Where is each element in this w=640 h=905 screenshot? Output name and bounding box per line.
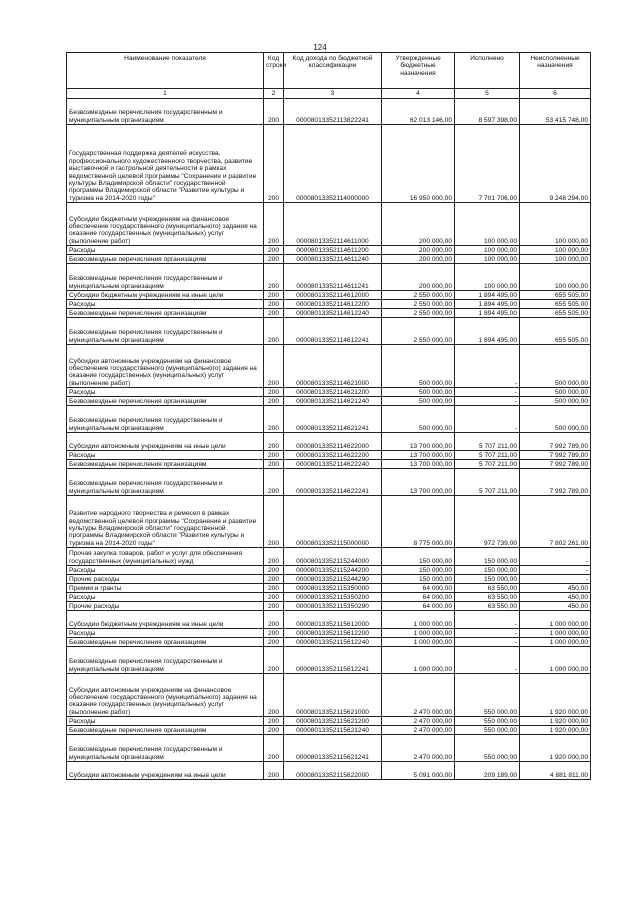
row-executed: - <box>455 638 520 647</box>
table-row <box>67 99 591 125</box>
table-row <box>67 309 591 318</box>
row-name: Безвозмездные перечисления государственным и муниципальным организациям <box>67 318 264 345</box>
row-approved: 200 000,00 <box>382 203 455 246</box>
table-row <box>67 388 591 397</box>
table-row <box>67 264 591 291</box>
table-row <box>67 726 591 735</box>
page-number: 124 <box>313 43 327 52</box>
row-approved: 13 700 000,00 <box>382 469 455 496</box>
row-executed: 63 550,00 <box>455 584 520 593</box>
row-unexecuted: 1 000 000,00 <box>520 647 591 674</box>
row-name: Субсидии автономным учреждениям на финансовое обеспечение государственного (муниципального) задания на оказание государственных (муниципальных) услуг (выполнение работ) <box>67 345 264 388</box>
row-name: Безвозмездные перечисления организациям <box>67 726 264 735</box>
row-executed: - <box>455 611 520 629</box>
row-executed: 150 000,00 <box>455 566 520 575</box>
row-line-code: 200 <box>264 674 284 717</box>
row-name: Безвозмездные перечисления государственным и муниципальным организациям <box>67 406 264 433</box>
row-name: Расходы <box>67 566 264 575</box>
row-name: Безвозмездные перечисления организациям <box>67 397 264 406</box>
table-row <box>67 433 591 451</box>
row-executed: 1 894 495,00 <box>455 300 520 309</box>
table-row <box>67 735 591 762</box>
row-name: Субсидии автономным учреждениям на финансовое обеспечение государственного (муниципального) задания на оказание государственных (муниципальных) услуг (выполнение работ) <box>67 674 264 717</box>
row-line-code: 200 <box>264 309 284 318</box>
row-income-code: 00008013352115244000 <box>284 548 382 566</box>
row-name: Расходы <box>67 629 264 638</box>
row-unexecuted: 7 992 789,00 <box>520 469 591 496</box>
header-approved: Утвержденные бюджетные назначения <box>382 53 455 89</box>
row-approved: 2 550 000,00 <box>382 309 455 318</box>
row-name: Прочие расходы <box>67 602 264 611</box>
row-approved: 150 000,00 <box>382 566 455 575</box>
row-executed: - <box>455 388 520 397</box>
row-unexecuted: 53 415 748,00 <box>520 99 591 125</box>
row-line-code: 200 <box>264 460 284 469</box>
row-name: Субсидии автономным учреждениям на иные цели <box>67 762 264 780</box>
row-executed: 100 000,00 <box>455 246 520 255</box>
row-unexecuted: 7 992 789,00 <box>520 451 591 460</box>
row-name: Субсидии автономным учреждениям на иные цели <box>67 433 264 451</box>
row-income-code: 00008013352115350000 <box>284 584 382 593</box>
row-approved: 64 000,00 <box>382 584 455 593</box>
row-name: Субсидии бюджетным учреждениям на финансовое обеспечение государственного (муниципального) задания на оказание государственных (муниципальных) услуг (выполнение работ) <box>67 203 264 246</box>
row-executed: - <box>455 345 520 388</box>
row-executed: 209 189,00 <box>455 762 520 780</box>
row-executed: 972 739,00 <box>455 496 520 548</box>
row-name: Прочая закупка товаров, работ и услуг для обеспечения государственных (муниципальных) нужд <box>67 548 264 566</box>
table-body <box>67 99 591 780</box>
column-number: 1 <box>67 89 264 99</box>
row-name: Расходы <box>67 388 264 397</box>
row-line-code: 200 <box>264 388 284 397</box>
table-row <box>67 584 591 593</box>
row-line-code: 200 <box>264 345 284 388</box>
row-line-code: 200 <box>264 318 284 345</box>
row-line-code: 200 <box>264 433 284 451</box>
row-income-code: 00008013352115350290 <box>284 602 382 611</box>
table-row <box>67 345 591 388</box>
row-name: Безвозмездные перечисления государственным и муниципальным организациям <box>67 735 264 762</box>
row-income-code: 00008013352114611200 <box>284 246 382 255</box>
row-income-code: 00008013352114612240 <box>284 309 382 318</box>
row-unexecuted: - <box>520 566 591 575</box>
row-name: Безвозмездные перечисления организациям <box>67 460 264 469</box>
table-row <box>67 469 591 496</box>
row-executed: 5 707 211,00 <box>455 469 520 496</box>
row-executed: - <box>455 647 520 674</box>
row-income-code: 00008013352115000000 <box>284 496 382 548</box>
row-approved: 13 700 000,00 <box>382 460 455 469</box>
row-income-code: 00008013352114611241 <box>284 264 382 291</box>
row-income-code: 00008013352114000000 <box>284 125 382 203</box>
row-name: Расходы <box>67 717 264 726</box>
table-row <box>67 762 591 780</box>
row-approved: 2 470 000,00 <box>382 726 455 735</box>
row-approved: 62 013 146,00 <box>382 99 455 125</box>
row-line-code: 200 <box>264 246 284 255</box>
column-number: 3 <box>284 89 382 99</box>
row-approved: 1 000 000,00 <box>382 611 455 629</box>
row-unexecuted: 500 000,00 <box>520 388 591 397</box>
row-unexecuted: 1 920 000,00 <box>520 735 591 762</box>
row-approved: 13 700 000,00 <box>382 433 455 451</box>
table-row <box>67 602 591 611</box>
table-row <box>67 203 591 246</box>
row-executed: 5 707 211,00 <box>455 460 520 469</box>
row-executed: 100 000,00 <box>455 203 520 246</box>
row-approved: 2 550 000,00 <box>382 291 455 300</box>
row-line-code: 200 <box>264 451 284 460</box>
row-approved: 500 000,00 <box>382 397 455 406</box>
row-income-code: 00008013352115622000 <box>284 762 382 780</box>
row-unexecuted: 1 000 000,00 <box>520 638 591 647</box>
row-executed: 150 000,00 <box>455 548 520 566</box>
row-approved: 64 000,00 <box>382 593 455 602</box>
row-name: Прочие расходы <box>67 575 264 584</box>
row-approved: 500 000,00 <box>382 406 455 433</box>
row-approved: 13 700 000,00 <box>382 451 455 460</box>
column-number: 4 <box>382 89 455 99</box>
row-approved: 150 000,00 <box>382 548 455 566</box>
header-line-code: Код строки <box>264 53 284 89</box>
row-line-code: 200 <box>264 629 284 638</box>
budget-table <box>66 52 591 780</box>
row-income-code: 00008013352114621000 <box>284 345 382 388</box>
row-line-code: 200 <box>264 575 284 584</box>
row-unexecuted: 100 000,00 <box>520 255 591 264</box>
header-executed: Исполнено <box>455 53 520 89</box>
row-unexecuted: 1 920 000,00 <box>520 726 591 735</box>
row-unexecuted: 9 248 294,00 <box>520 125 591 203</box>
row-unexecuted: 1 920 000,00 <box>520 674 591 717</box>
row-approved: 2 550 000,00 <box>382 318 455 345</box>
table-row <box>67 548 591 566</box>
row-unexecuted: 500 000,00 <box>520 397 591 406</box>
row-executed: 1 894 495,00 <box>455 309 520 318</box>
row-executed: 63 550,00 <box>455 593 520 602</box>
row-line-code: 200 <box>264 762 284 780</box>
row-unexecuted: 655 505,00 <box>520 300 591 309</box>
row-line-code: 200 <box>264 584 284 593</box>
row-line-code: 200 <box>264 255 284 264</box>
column-number: 5 <box>455 89 520 99</box>
row-unexecuted: 655 505,00 <box>520 318 591 345</box>
row-executed: 550 000,00 <box>455 735 520 762</box>
row-income-code: 00008013352115621240 <box>284 726 382 735</box>
row-income-code: 00008013352115244200 <box>284 566 382 575</box>
row-approved: 150 000,00 <box>382 575 455 584</box>
table-row <box>67 629 591 638</box>
row-executed: 150 000,00 <box>455 575 520 584</box>
row-line-code: 200 <box>264 99 284 125</box>
row-name: Безвозмездные перечисления государственным и муниципальным организациям <box>67 469 264 496</box>
row-income-code: 00008013352114612241 <box>284 318 382 345</box>
row-income-code: 00008013352114612000 <box>284 291 382 300</box>
row-income-code: 00008013352114611240 <box>284 255 382 264</box>
row-executed: 550 000,00 <box>455 717 520 726</box>
row-unexecuted: - <box>520 548 591 566</box>
row-approved: 2 470 000,00 <box>382 717 455 726</box>
row-line-code: 200 <box>264 735 284 762</box>
row-line-code: 200 <box>264 406 284 433</box>
row-approved: 1 000 000,00 <box>382 638 455 647</box>
row-income-code: 00008013352114622000 <box>284 433 382 451</box>
header-unexecuted: Неисполненные назначения <box>520 53 591 89</box>
row-unexecuted: 4 881 811,00 <box>520 762 591 780</box>
row-unexecuted: 500 000,00 <box>520 406 591 433</box>
row-executed: 63 550,00 <box>455 602 520 611</box>
column-number: 2 <box>264 89 284 99</box>
row-income-code: 00008013352114611000 <box>284 203 382 246</box>
table-row <box>67 611 591 629</box>
row-line-code: 200 <box>264 397 284 406</box>
row-unexecuted: 655 505,00 <box>520 291 591 300</box>
table-row <box>67 496 591 548</box>
row-executed: 100 000,00 <box>455 264 520 291</box>
row-name: Субсидии бюджетным учреждениям на иные цели <box>67 611 264 629</box>
row-executed: - <box>455 629 520 638</box>
row-executed: 8 597 398,00 <box>455 99 520 125</box>
row-line-code: 200 <box>264 602 284 611</box>
row-approved: 2 470 000,00 <box>382 735 455 762</box>
row-name: Расходы <box>67 300 264 309</box>
table-row <box>67 255 591 264</box>
row-approved: 200 000,00 <box>382 246 455 255</box>
row-name: Безвозмездные перечисления государственным и муниципальным организациям <box>67 99 264 125</box>
row-approved: 500 000,00 <box>382 345 455 388</box>
row-line-code: 200 <box>264 264 284 291</box>
table-row <box>67 300 591 309</box>
row-income-code: 00008013352114621200 <box>284 388 382 397</box>
row-approved: 8 775 000,00 <box>382 496 455 548</box>
table-row <box>67 638 591 647</box>
row-unexecuted: 7 992 789,00 <box>520 460 591 469</box>
row-name: Безвозмездные перечисления организациям <box>67 638 264 647</box>
row-unexecuted: 500 000,00 <box>520 345 591 388</box>
table-row <box>67 397 591 406</box>
row-income-code: 00008013352114612200 <box>284 300 382 309</box>
header-name: Наименование показателя <box>67 53 264 89</box>
row-approved: 1 000 000,00 <box>382 629 455 638</box>
row-name: Безвозмездные перечисления организациям <box>67 255 264 264</box>
row-line-code: 200 <box>264 638 284 647</box>
row-unexecuted: 1 920 000,00 <box>520 717 591 726</box>
row-approved: 500 000,00 <box>382 388 455 397</box>
row-income-code: 00008013352115621200 <box>284 717 382 726</box>
table-row <box>67 318 591 345</box>
row-unexecuted: 100 000,00 <box>520 246 591 255</box>
table-row <box>67 717 591 726</box>
row-executed: 7 701 706,00 <box>455 125 520 203</box>
row-unexecuted: 1 000 000,00 <box>520 611 591 629</box>
row-executed: 100 000,00 <box>455 255 520 264</box>
row-income-code: 00008013352115612200 <box>284 629 382 638</box>
row-line-code: 200 <box>264 469 284 496</box>
row-name: Расходы <box>67 593 264 602</box>
row-approved: 5 091 000,00 <box>382 762 455 780</box>
row-name: Государственная поддержка деятелей искусства, профессионального художественного творчества, развитие выставочной и гастрольной деятельности в рамках ведомственной целевой программы "Сохранение и развитие культуры Владимирской области" государственной программы Владимирской области "Развитие культуры и туризма на 2014-2020 годы" <box>67 125 264 203</box>
table-row <box>67 566 591 575</box>
row-approved: 64 000,00 <box>382 602 455 611</box>
row-income-code: 00008013352115612000 <box>284 611 382 629</box>
row-unexecuted: 7 802 261,00 <box>520 496 591 548</box>
row-line-code: 200 <box>264 647 284 674</box>
row-income-code: 00008013352115621241 <box>284 735 382 762</box>
row-income-code: 00008013352115621000 <box>284 674 382 717</box>
row-approved: 200 000,00 <box>382 264 455 291</box>
table-row <box>67 674 591 717</box>
row-line-code: 200 <box>264 496 284 548</box>
table-row <box>67 575 591 584</box>
row-unexecuted: 100 000,00 <box>520 203 591 246</box>
column-number: 6 <box>520 89 591 99</box>
row-line-code: 200 <box>264 566 284 575</box>
row-executed: - <box>455 397 520 406</box>
row-unexecuted: 450,00 <box>520 584 591 593</box>
row-name: Расходы <box>67 451 264 460</box>
row-income-code: 00008013352114622241 <box>284 469 382 496</box>
row-line-code: 200 <box>264 203 284 246</box>
row-name: Развитие народного творчества и ремесел в рамках ведомственной целевой программы "Сохранение и развитие культуры Владимирской области" государственной программы Владимирской области "Развитие культуры и туризма на 2014-2020 годы" <box>67 496 264 548</box>
row-unexecuted: 655 505,00 <box>520 309 591 318</box>
row-unexecuted: 450,00 <box>520 593 591 602</box>
row-approved: 16 950 000,00 <box>382 125 455 203</box>
row-unexecuted: 100 000,00 <box>520 264 591 291</box>
row-name: Безвозмездные перечисления государственным и муниципальным организациям <box>67 264 264 291</box>
table-row <box>67 593 591 602</box>
row-income-code: 00008013352115612240 <box>284 638 382 647</box>
table-row <box>67 246 591 255</box>
row-income-code: 00008013352115244290 <box>284 575 382 584</box>
row-line-code: 200 <box>264 125 284 203</box>
table-row <box>67 291 591 300</box>
row-line-code: 200 <box>264 593 284 602</box>
row-unexecuted: 1 000 000,00 <box>520 629 591 638</box>
table-row <box>67 406 591 433</box>
table-row <box>67 451 591 460</box>
row-approved: 1 000 000,00 <box>382 647 455 674</box>
row-name: Безвозмездные перечисления государственным и муниципальным организациям <box>67 647 264 674</box>
row-name: Расходы <box>67 246 264 255</box>
row-name: Безвозмездные перечисления организациям <box>67 309 264 318</box>
row-executed: 5 707 211,00 <box>455 433 520 451</box>
row-approved: 2 470 000,00 <box>382 674 455 717</box>
header-income-code: Код дохода по бюджетной классификации <box>284 53 382 89</box>
row-executed: 550 000,00 <box>455 674 520 717</box>
row-income-code: 00008013352114622200 <box>284 451 382 460</box>
row-income-code: 00008013352115350200 <box>284 593 382 602</box>
row-approved: 2 550 000,00 <box>382 300 455 309</box>
row-line-code: 200 <box>264 548 284 566</box>
row-line-code: 200 <box>264 717 284 726</box>
row-income-code: 00008013352115612241 <box>284 647 382 674</box>
row-line-code: 200 <box>264 611 284 629</box>
row-executed: 1 894 495,00 <box>455 318 520 345</box>
row-income-code: 00008013352114622240 <box>284 460 382 469</box>
row-unexecuted: 450,00 <box>520 602 591 611</box>
row-line-code: 200 <box>264 726 284 735</box>
row-approved: 200 000,00 <box>382 255 455 264</box>
row-executed: 550 000,00 <box>455 726 520 735</box>
row-name: Премии и гранты <box>67 584 264 593</box>
table-row <box>67 125 591 203</box>
row-executed: - <box>455 406 520 433</box>
row-income-code: 00008013352114621241 <box>284 406 382 433</box>
row-line-code: 200 <box>264 291 284 300</box>
table-row <box>67 460 591 469</box>
table-row <box>67 647 591 674</box>
row-unexecuted: 7 992 789,00 <box>520 433 591 451</box>
row-executed: 5 707 211,00 <box>455 451 520 460</box>
row-name: Субсидии бюджетным учреждениям на иные цели <box>67 291 264 300</box>
row-executed: 1 894 495,00 <box>455 291 520 300</box>
column-number-row <box>67 89 591 99</box>
row-line-code: 200 <box>264 300 284 309</box>
header-row <box>67 53 591 89</box>
row-income-code: 00008013352113822241 <box>284 99 382 125</box>
row-unexecuted: - <box>520 575 591 584</box>
row-income-code: 00008013352114621240 <box>284 397 382 406</box>
